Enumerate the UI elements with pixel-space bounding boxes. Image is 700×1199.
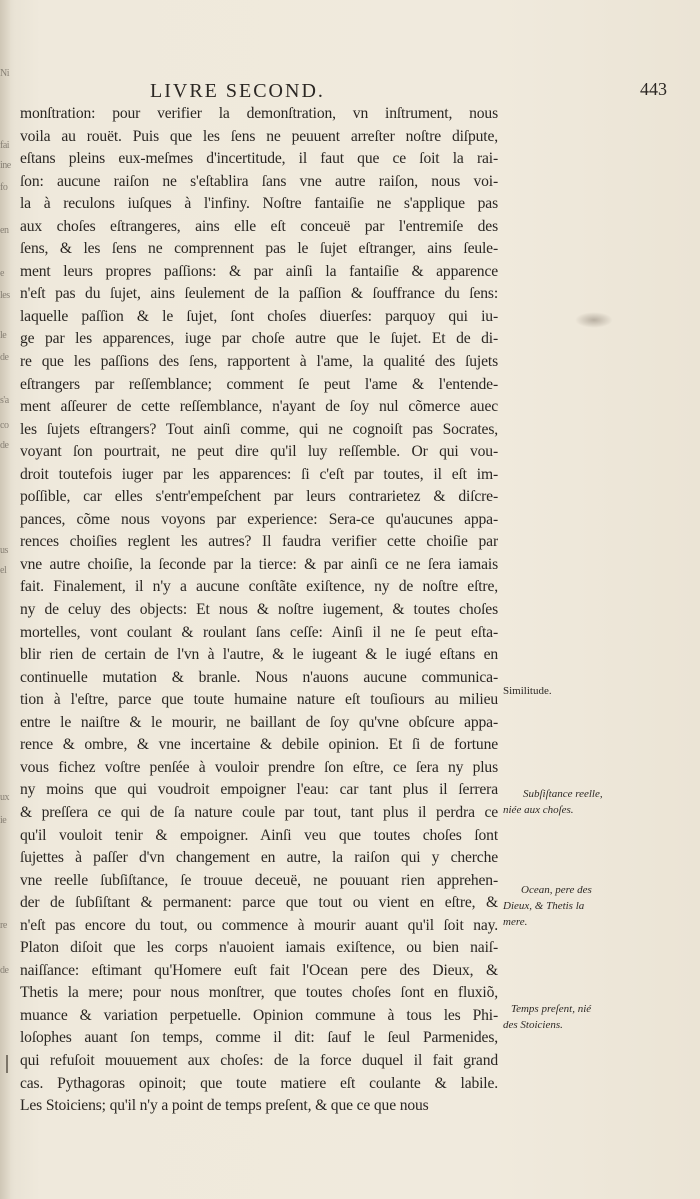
text-line: loſophes auant ſon temps, comme il dit: ſauf le ſeul Parmenides,: [20, 1029, 498, 1047]
text-line: ge par les apparences, iuge par choſe autre que le ſujet. Et de di-: [20, 330, 498, 348]
text-line: Thetis la mere; pour nous monſtrer, que toutes choſes ſont en fluxiõ,: [20, 984, 498, 1002]
text-line: eſtans pleins eux-meſmes d'incertitude, il faut que ce ſoit la rai-: [20, 150, 498, 168]
text-line: cas. Pythagoras opinoit; que toute matiere eſt coulante & labile.: [20, 1074, 498, 1092]
bleed-text: fo: [0, 182, 8, 193]
bleed-text: co: [0, 420, 9, 431]
ink-smudge: [575, 312, 613, 328]
bleed-text: de: [0, 965, 9, 976]
text-line: ny moins que qui voudroit empoigner l'eau: car tant plus il ſerrera: [20, 781, 498, 799]
bleed-text: ine: [0, 160, 11, 171]
text-line: ment leurs propres paſſions: & par ainſi la fantaiſie & apparence: [20, 262, 498, 280]
text-line: Platon diſoit que les corps n'auoient iamais exiſtence, ou bien naiſ-: [20, 939, 498, 957]
margin-note-line: Dieux, & Thetis la: [503, 900, 585, 912]
margin-note-line: Temps preſent, nié: [511, 1003, 592, 1015]
margin-note-line: niée aux choſes.: [503, 804, 574, 816]
text-line: der de ſubſiſtant & permanent: parce que tout ou vient en eſtre, &: [20, 894, 498, 912]
binding-gutter: [0, 0, 10, 1199]
text-line: qui refuſoit mouuement aux choſes: de la force duquel il fait grand: [20, 1051, 498, 1069]
bleed-text: le: [0, 330, 7, 341]
bleed-text: us: [0, 545, 8, 556]
text-line: vne reelle ſubſiſtance, ſe trouue deceuë, ne pouuant rien apprehen-: [20, 871, 498, 889]
text-line: naiſſance: eſtimant qu'Homere euſt fait l'Ocean pere des Dieux, &: [20, 961, 498, 979]
bleed-text: el: [0, 565, 7, 576]
text-line: ny de celuy des objects: Et nous & noſtre iugement, & toutes choſes: [20, 601, 498, 619]
bleed-text: e: [0, 268, 4, 279]
text-line: eſtrangers par reſſemblance; comment ſe peut l'ame & l'entende-: [20, 375, 498, 393]
text-line: vous fichez voſtre penſée à vouloir prendre ſon eſtre, ce ſera ny plus: [20, 758, 498, 776]
bleed-text: ux: [0, 792, 9, 803]
margin-note-temps: [503, 1001, 633, 1033]
text-line: ment aſſeurer de cette reſſemblance, n'ayant de ſoy nul cõmerce auec: [20, 398, 498, 416]
text-line: laquelle paſſion & le ſujet, ſont choſes diuerſes: parquoy qui iu-: [20, 307, 498, 325]
page-number: 443: [640, 79, 667, 99]
text-line: aux choſes eſtrangeres, ains elle eſt conceuë par l'entremiſe des: [20, 217, 498, 235]
running-header: LIVRE SECOND.: [150, 80, 325, 102]
bleed-text: de: [0, 352, 9, 363]
bleed-text: en: [0, 225, 9, 236]
margin-note-line: mere.: [503, 916, 528, 928]
text-line: poſſible, car elles s'entr'empeſchent par leurs contrarietez & diſcre-: [20, 488, 498, 506]
text-line: rence & ombre, & vne incertaine & debile opinion. Et ſi de fortune: [20, 736, 498, 754]
text-line: n'eſt pas du ſujet, ains ſeulement de la paſſion & ſouffrance du ſens:: [20, 285, 498, 303]
text-line: fait. Finalement, il n'y a aucune conſtãte exiſtence, ny de noſtre eſtre,: [20, 578, 498, 596]
bleed-text: les: [0, 290, 10, 301]
text-line: voila au rouët. Puis que les ſens ne peuuent arreſter noſtre diſpute,: [20, 127, 498, 145]
margin-note-line: des Stoiciens.: [503, 1019, 563, 1031]
bleed-text: ie: [0, 815, 7, 826]
text-line: continuelle mutation & branle. Nous n'auons aucune communica-: [20, 668, 498, 686]
text-line: vne autre choiſie, la ſeconde par la tierce: & par ainſi ce ne ſera iamais: [20, 555, 498, 573]
text-line: re que les paſſions des ſens, rapportent à l'ame, la qualité des ſujets: [20, 353, 498, 371]
margin-note-line: Subſiſtance reelle,: [523, 788, 603, 800]
bleed-text: s'a: [0, 395, 9, 406]
text-line: n'eſt pas encore du tout, ou commence à mourir auant qu'il ſoit nay.: [20, 916, 498, 934]
bleed-text: Ni: [0, 68, 9, 79]
page-edge-mark: [6, 1055, 8, 1073]
text-line: les ſujets eſtrangers? Tout ainſi comme, qui ne cognoiſt pas Socrates,: [20, 420, 498, 438]
text-line: voyant ſon pourtrait, ne peut dire qu'il luy reſſemble. Or qui vou-: [20, 443, 498, 461]
text-line: Les Stoiciens; qu'il n'y a point de temps preſent, & que ce que nous: [20, 1097, 429, 1115]
text-line: tion à l'eſtre, parce que toute humaine nature eſt touſiours au milieu: [20, 691, 498, 709]
margin-note-ocean: [503, 882, 633, 930]
body-text: [20, 103, 498, 1118]
text-line: & preſſera ce qui de ſa nature coule par tout, tant plus il perdra ce: [20, 803, 498, 821]
text-line: ſon: aucune raiſon ne s'eſtablira ſans vne autre raiſon, nous voi-: [20, 172, 498, 190]
margin-note-line: Similitude.: [503, 685, 552, 697]
text-line: blir rien de certain de l'vn à l'autre, & le iugeant & le iugé eſtans en: [20, 646, 498, 664]
margin-note-line: Ocean, pere des: [521, 884, 592, 896]
text-line: mortelles, vont coulant & roulant ſans ceſſe: Ainſi il ne ſe peut eſta-: [20, 623, 498, 641]
margin-note-similitude: [503, 683, 633, 699]
text-line: qu'il vouloit tenir & empoigner. Ainſi veu que toutes choſes ſont: [20, 826, 498, 844]
text-line: pances, cõme nous voyons par experience: Sera-ce qu'aucunes appa-: [20, 510, 498, 528]
text-line: la à reculons iuſques à l'infiny. Noſtre fantaiſie ne s'applique pas: [20, 195, 498, 213]
text-line: monſtration: pour verifier la demonſtration, vn inſtrument, nous: [20, 105, 498, 122]
text-line: ſujettes à paſſer d'vn changement en autre, la raiſon qui y cherche: [20, 849, 498, 867]
bleed-text: de: [0, 440, 9, 451]
margin-note-subsistance: [503, 786, 633, 818]
text-line: muance & variation perpetuelle. Opinion commune à tous les Phi-: [20, 1006, 498, 1024]
bleed-text: re: [0, 920, 7, 931]
text-line: droit toutefois iuger par les apparences: ſi c'eſt par toutes, il eſt im-: [20, 465, 498, 483]
text-line: entre le naiſtre & le mourir, ne baillant de ſoy qu'vne obſcure appa-: [20, 713, 498, 731]
bleed-text: fai: [0, 140, 10, 151]
text-line: ſens, & les ſens ne comprennent pas le ſujet eſtranger, ains ſeule-: [20, 240, 498, 258]
text-line: rences choiſies reglent les autres? Il faudra verifier cette choiſie par: [20, 533, 498, 551]
